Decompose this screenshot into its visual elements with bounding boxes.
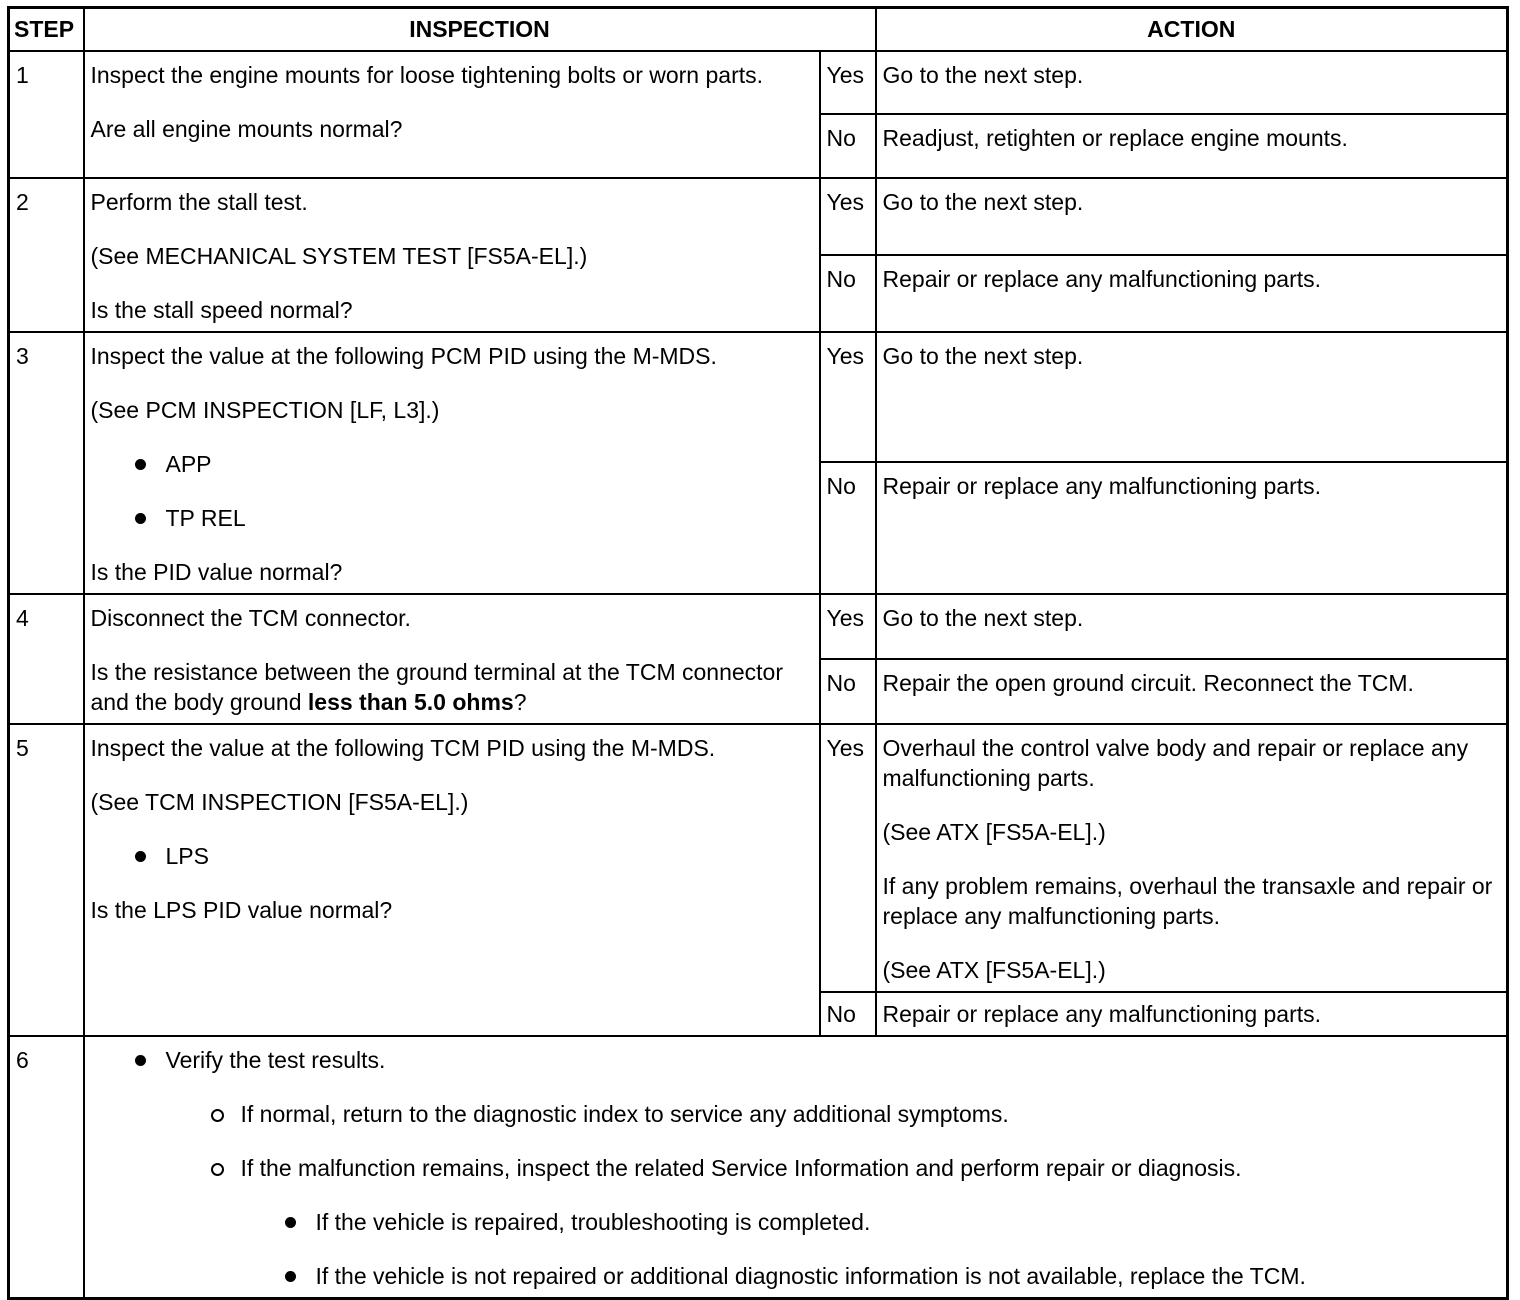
inspection-reference: (See TCM INSPECTION [FS5A-EL].) [90, 788, 469, 815]
yes-action: Go to the next step. [876, 594, 1508, 659]
inspection-question: Are all engine mounts normal? [90, 115, 403, 142]
inspection-reference: (See PCM INSPECTION [LF, L3].) [90, 396, 440, 423]
yes-label: Yes [820, 178, 876, 255]
yes-action [876, 724, 1508, 992]
list-item [91, 1207, 1501, 1237]
step-4-yes-row [9, 594, 1508, 659]
bullet-icon [135, 513, 146, 524]
step-number: 2 [9, 178, 84, 332]
step-number: 1 [9, 51, 84, 178]
step-number: 6 [9, 1036, 84, 1299]
step-2-yes-row [9, 178, 1508, 255]
pid-list [91, 449, 813, 533]
step-number: 4 [9, 594, 84, 724]
inspection-reference: (See MECHANICAL SYSTEM TEST [FS5A-EL].) [90, 242, 588, 269]
no-label: No [820, 255, 876, 332]
inspection-text: Disconnect the TCM connector. [90, 604, 411, 631]
question-threshold: less than 5.0 ohms [307, 688, 514, 715]
pid-name: APP [165, 450, 212, 477]
inspection-question: Is the LPS PID value normal? [90, 896, 393, 923]
diagnostic-table [7, 6, 1509, 1300]
question-text: Is the resistance between the ground terminal at the TCM connector and the body ground [90, 658, 784, 715]
yes-label: Yes [820, 594, 876, 659]
yes-action: Go to the next step. [876, 332, 1508, 462]
list-item [91, 1099, 1501, 1129]
step-6-content [84, 1036, 1508, 1299]
inspection-question [91, 657, 813, 717]
step-3-inspection [84, 332, 820, 594]
step-number: 5 [9, 724, 84, 1036]
pid-name: LPS [165, 842, 209, 869]
step-6-row [9, 1036, 1508, 1299]
step-1-yes-row [9, 51, 1508, 114]
step-5-yes-row [9, 724, 1508, 992]
bullet-icon [285, 1217, 296, 1228]
step-number: 3 [9, 332, 84, 594]
bullet-icon [135, 851, 146, 862]
bullet-icon [135, 459, 146, 470]
yes-action: Go to the next step. [876, 178, 1508, 255]
step-header: STEP [9, 8, 84, 51]
no-action: Repair the open ground circuit. Reconnect the TCM. [876, 659, 1508, 724]
list-item [91, 1045, 1501, 1075]
question-mark: ? [513, 688, 527, 715]
step-4-inspection [84, 594, 820, 724]
no-action: Repair or replace any malfunctioning parts. [876, 992, 1508, 1036]
if-remains-text: If the malfunction remains, inspect the related Service Information and perform repair or diagnosis. [240, 1154, 1242, 1181]
step-3-yes-row [9, 332, 1508, 462]
circle-bullet-icon [211, 1163, 224, 1176]
list-item [91, 1153, 1501, 1183]
inspection-text: Inspect the value at the following PCM PID using the M-MDS. [90, 342, 717, 369]
list-item [91, 841, 813, 871]
yes-label: Yes [820, 51, 876, 114]
bullet-icon [285, 1271, 296, 1282]
list-item [91, 449, 813, 479]
no-label: No [820, 659, 876, 724]
no-action: Repair or replace any malfunctioning parts. [876, 255, 1508, 332]
circle-bullet-icon [211, 1109, 224, 1122]
step-5-inspection [84, 724, 820, 1036]
inspection-question: Is the PID value normal? [90, 558, 343, 585]
no-action: Repair or replace any malfunctioning parts. [876, 462, 1508, 594]
action-header: ACTION [876, 8, 1508, 51]
repaired-text: If the vehicle is repaired, troubleshooting is completed. [315, 1208, 871, 1235]
yes-label: Yes [820, 332, 876, 462]
action-reference: (See ATX [FS5A-EL].) [882, 818, 1106, 845]
no-label: No [820, 462, 876, 594]
yes-label: Yes [820, 724, 876, 992]
no-action: Readjust, retighten or replace engine mounts. [876, 114, 1508, 178]
bullet-icon [135, 1055, 146, 1066]
no-label: No [820, 114, 876, 178]
inspection-text: Perform the stall test. [90, 188, 308, 215]
action-text: Overhaul the control valve body and repair or replace any malfunctioning parts. [882, 734, 1469, 791]
verify-text: Verify the test results. [165, 1046, 386, 1073]
step-1-inspection [84, 51, 820, 178]
yes-action: Go to the next step. [876, 51, 1508, 114]
step-2-inspection [84, 178, 820, 332]
inspection-question: Is the stall speed normal? [90, 296, 353, 323]
list-item [91, 1261, 1501, 1291]
inspection-header: INSPECTION [84, 8, 876, 51]
header-row [9, 8, 1508, 51]
pid-name: TP REL [165, 504, 246, 531]
action-text: If any problem remains, overhaul the transaxle and repair or replace any malfunctioning parts. [882, 872, 1493, 929]
action-reference: (See ATX [FS5A-EL].) [882, 956, 1106, 983]
inspection-text: Inspect the value at the following TCM PID using the M-MDS. [90, 734, 716, 761]
list-item [91, 503, 813, 533]
if-normal-text: If normal, return to the diagnostic index to service any additional symptoms. [240, 1100, 1009, 1127]
no-label: No [820, 992, 876, 1036]
inspection-text: Inspect the engine mounts for loose tightening bolts or worn parts. [90, 61, 764, 88]
not-repaired-text: If the vehicle is not repaired or additional diagnostic information is not available, replace the TCM. [315, 1262, 1306, 1289]
pid-list [91, 841, 813, 871]
